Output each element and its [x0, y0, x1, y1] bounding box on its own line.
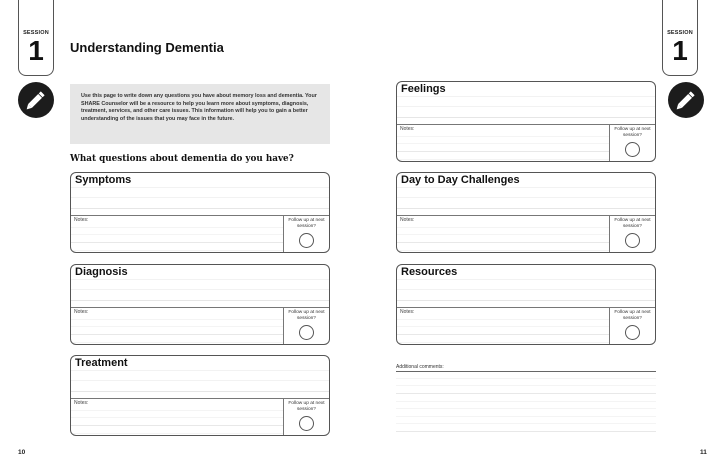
follow-up-checkbox[interactable]	[625, 233, 640, 248]
card-diagnosis	[70, 264, 330, 345]
session-number: 1	[672, 35, 688, 66]
card-title: Treatment	[75, 357, 131, 370]
notes-area[interactable]	[397, 216, 609, 252]
follow-up-checkbox[interactable]	[625, 142, 640, 157]
card-symptoms	[70, 172, 330, 253]
session-label: SESSION	[667, 30, 693, 36]
card-feelings	[396, 81, 656, 162]
follow-up-section	[283, 216, 329, 252]
question-area[interactable]	[397, 82, 655, 125]
follow-up-section	[609, 125, 655, 161]
notes-label: Notes:	[400, 126, 415, 132]
session-label: SESSION	[23, 30, 49, 36]
additional-comments-area[interactable]	[396, 364, 656, 438]
follow-up-checkbox[interactable]	[299, 416, 314, 431]
page-number-right: 11	[700, 449, 707, 456]
card-title: Day to Day Challenges	[401, 174, 523, 187]
card-title: Resources	[401, 266, 460, 279]
notes-label: Notes:	[400, 309, 415, 315]
additional-comments-label: Additional comments:	[396, 364, 656, 372]
follow-up-label: Follow up at next session?	[288, 218, 325, 229]
follow-up-section	[609, 216, 655, 252]
follow-up-label: Follow up at next session?	[288, 401, 325, 412]
follow-up-section	[283, 399, 329, 435]
card-title: Diagnosis	[75, 266, 131, 279]
notes-area[interactable]	[397, 125, 609, 161]
follow-up-label: Follow up at next session?	[614, 218, 651, 229]
card-title: Feelings	[401, 83, 449, 96]
follow-up-checkbox[interactable]	[299, 233, 314, 248]
follow-up-checkbox[interactable]	[625, 325, 640, 340]
notes-area[interactable]	[71, 216, 283, 252]
notes-area[interactable]	[71, 399, 283, 435]
page-title: Understanding Dementia	[70, 40, 224, 55]
notes-label: Notes:	[74, 400, 89, 406]
card-title: Symptoms	[75, 174, 134, 187]
page-number-left: 10	[18, 449, 26, 456]
pencil-icon	[668, 82, 704, 118]
session-tab-right	[662, 0, 698, 76]
question-area[interactable]	[397, 173, 655, 216]
question-area[interactable]	[71, 265, 329, 308]
card-treatment	[70, 355, 330, 436]
notes-label: Notes:	[74, 217, 89, 223]
notes-label: Notes:	[74, 309, 89, 315]
session-tab-left	[18, 0, 54, 76]
question-heading: What questions about dementia do you have?	[70, 154, 294, 164]
intro-text: Use this page to write down any questions you have about memory loss and dementia. Your SHARE Counselor will be a resource to help you learn more about symptoms, diagnosis, treatment, services, and other care issues. This information will help you to gain a better understanding of the issues that you may face in the future.	[70, 84, 330, 144]
card-resources	[396, 264, 656, 345]
question-area[interactable]	[397, 265, 655, 308]
card-day-to-day-challenges	[396, 172, 656, 253]
follow-up-label: Follow up at next session?	[614, 310, 651, 321]
question-area[interactable]	[71, 356, 329, 399]
follow-up-section	[609, 308, 655, 344]
notes-label: Notes:	[400, 217, 415, 223]
follow-up-label: Follow up at next session?	[614, 127, 651, 138]
follow-up-checkbox[interactable]	[299, 325, 314, 340]
session-number: 1	[28, 35, 44, 66]
question-area[interactable]	[71, 173, 329, 216]
notes-area[interactable]	[71, 308, 283, 344]
follow-up-label: Follow up at next session?	[288, 310, 325, 321]
notes-area[interactable]	[397, 308, 609, 344]
pencil-icon	[18, 82, 54, 118]
follow-up-section	[283, 308, 329, 344]
